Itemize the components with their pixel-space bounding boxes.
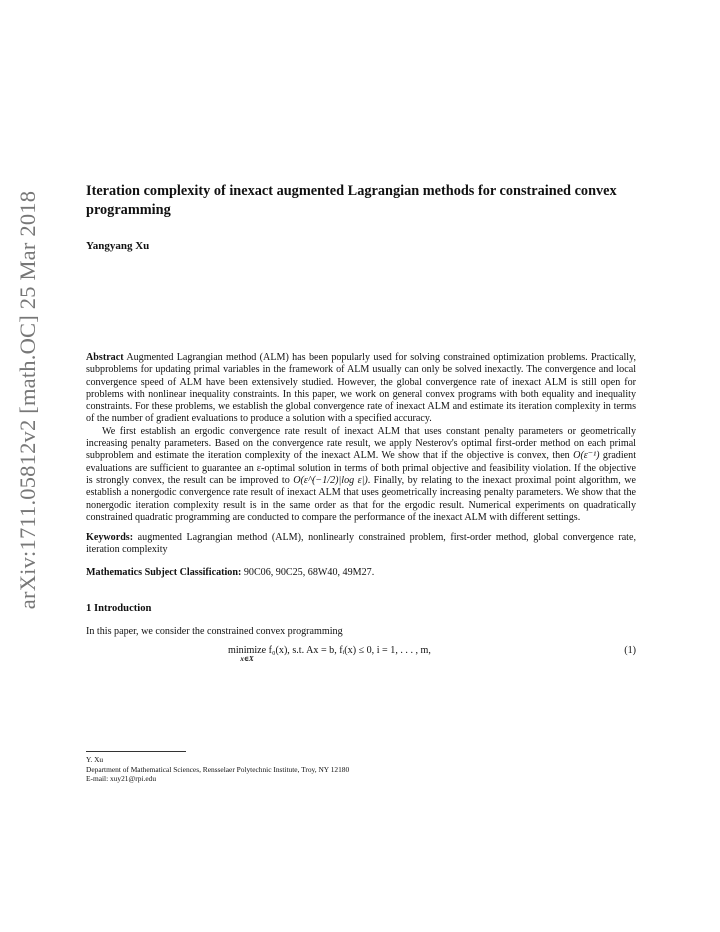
- abstract-paragraph-1: [86, 352, 636, 426]
- paper-page: [86, 182, 636, 667]
- abstract-text-2c: . Finally, by relating to the inexact proximal point algorithm, we establish a nonergodic convergence rate result of inexact ALM that uses geometrically increasing penalty parameters. We show that the nonergodic iteration complexity result is in the same order as that for the ergodic result. Numerical experiments on quadratically constrained quadratic programming are conducted to compare the performance of the inexact ALM with different settings.: [86, 474, 636, 523]
- abstract: [86, 352, 636, 524]
- complexity-formula-strongly-convex: O(ε^(−1/2)|log ε|): [293, 474, 368, 486]
- msc-codes: 90C06, 90C25, 68W40, 49M27.: [243, 566, 375, 578]
- footnote-email: E-mail: xuy21@rpi.edu: [86, 774, 157, 783]
- equation-expression: f₀(x), s.t. Ax = b, fᵢ(x) ≤ 0, i = 1, . . . , m,: [268, 645, 431, 657]
- minimize-subscript: x∈X: [240, 655, 254, 664]
- equation-number: (1): [624, 645, 636, 657]
- paper-title: Iteration complexity of inexact augmented Lagrangian methods for constrained convex programming: [86, 183, 617, 218]
- section-title-introduction: 1 Introduction: [86, 603, 152, 615]
- keywords: [86, 532, 636, 557]
- abstract-text-2b: gradient evaluations are sufficient to guarantee an ε-optimal solution in terms of both primal objective and feasibility violation. If the objective is strongly convex, the result can be improved to: [86, 450, 636, 486]
- footnote-affiliation: Department of Mathematical Sciences, Rensselaer Polytechnic Institute, Troy, NY 12180: [86, 764, 350, 774]
- msc-label: Mathematics Subject Classification:: [86, 566, 242, 578]
- arxiv-identifier: [6, 140, 50, 660]
- footnote-name: Y. Xu: [86, 755, 104, 764]
- introduction-text: In this paper, we consider the constrained convex programming: [86, 626, 343, 638]
- arxiv-identifier-text: arXiv:1711.05812v2 [math.OC] 25 Mar 2018: [15, 190, 40, 610]
- minimize-word: minimize: [228, 645, 267, 657]
- keywords-label: Keywords:: [86, 532, 134, 544]
- abstract-label: Abstract: [86, 352, 124, 363]
- abstract-text-2a: We first establish an ergodic convergence rate result of inexact ALM that uses constant penalty parameters or geometrically increasing penalty parameters. Based on the convergence rate result, we apply Nesterov's optimal first-order method on each primal subproblem and estimate the iteration complexity of the inexact ALM. We show that if the objective is convex, then: [86, 425, 636, 462]
- minimize-operator: [228, 645, 266, 663]
- equation-body: [228, 645, 431, 663]
- abstract-text-1: Augmented Lagrangian method (ALM) has been popularly used for solving constrained optimization problems. Practically, subproblems for updating primal variables in the framework of ALM usually can only be solved inexactly. The convergence and local convergence speed of ALM have been extensively studied. However, the global convergence rate of inexact ALM is still open for problems with nonlinear inequality constraints. In this paper, we work on general convex programs with both equality and inequality constraints. For these problems, we establish the global convergence rate of inexact ALM and estimate its iteration complexity in terms of the number of gradient evaluations to produce a solution with a specified accuracy.: [86, 352, 637, 425]
- subject-classification: [86, 567, 636, 579]
- complexity-formula-convex: O(ε⁻¹): [573, 450, 600, 462]
- equation-1: [86, 645, 636, 667]
- abstract-paragraph-2: [86, 426, 636, 524]
- author-footnote: [86, 755, 636, 784]
- footnote-rule: [86, 751, 186, 752]
- keywords-text: augmented Lagrangian method (ALM), nonlinearly constrained problem, first-order method, global convergence rate, iteration complexity: [86, 532, 636, 556]
- author-name: Yangyang Xu: [86, 240, 150, 252]
